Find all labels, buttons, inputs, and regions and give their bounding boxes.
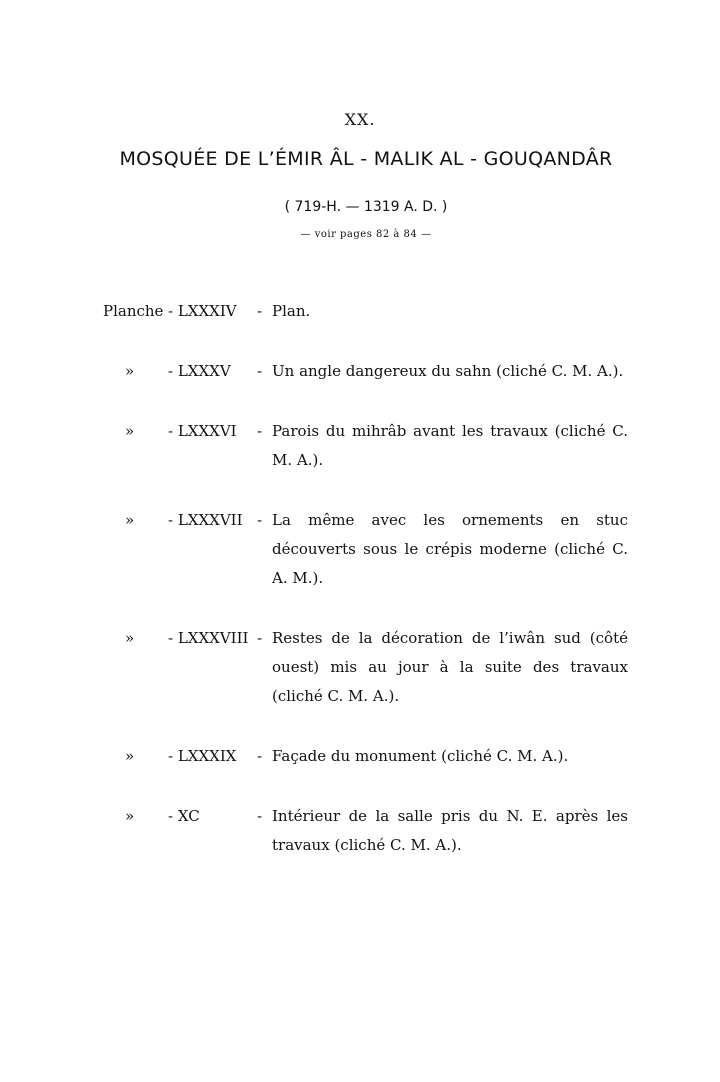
section-number: XX. <box>344 110 376 129</box>
plate-separator: - <box>257 422 263 440</box>
plate-description: Un angle dangereux du sahn (cliché C. M. A.). <box>272 362 624 380</box>
plate-row <box>0 742 720 771</box>
plate-number: - LXXXV <box>168 362 231 380</box>
plate-row <box>0 417 720 475</box>
plate-label: » <box>125 629 135 647</box>
plate-description: Façade du monument (cliché C. M. A.). <box>272 747 569 765</box>
plate-number: - LXXXVII <box>168 511 243 529</box>
plate-description: Intérieur de la salle pris du N. E. après les travaux (cliché C. M. A.). <box>272 807 628 854</box>
plate-number: - LXXXIV <box>168 302 237 320</box>
plate-separator: - <box>257 629 263 647</box>
plate-label: » <box>125 362 135 380</box>
page-title: MOSQUÉE DE L’ÉMIR ÂL - MALIK AL - GOUQANDÂR <box>119 148 613 170</box>
plate-separator: - <box>257 747 263 765</box>
plate-label: » <box>125 422 135 440</box>
plate-row <box>0 297 720 326</box>
plate-number: - LXXXVIII <box>168 629 249 647</box>
date-range: ( 719-H. — 1319 A. D. ) <box>284 199 448 215</box>
page-reference: — voir pages 82 à 84 — <box>300 229 432 240</box>
plate-description: La même avec les ornements en stuc découverts sous le crépis moderne (cliché C. A. M.). <box>272 511 628 587</box>
plate-separator: - <box>257 302 263 320</box>
plate-number: - LXXXIX <box>168 747 237 765</box>
plate-row <box>0 357 720 386</box>
plate-description: Restes de la décoration de l’iwân sud (côté ouest) mis au jour à la suite des travaux (cliché C. M. A.). <box>272 629 628 705</box>
plate-row <box>0 506 720 593</box>
plate-number: - XC <box>168 807 200 825</box>
plate-row <box>0 802 720 860</box>
plate-number: - LXXXVI <box>168 422 237 440</box>
plate-description: Plan. <box>272 302 311 320</box>
plate-list <box>0 297 720 860</box>
plate-separator: - <box>257 807 263 825</box>
plate-separator: - <box>257 511 263 529</box>
plate-label: » <box>125 747 135 765</box>
plate-label: Planche <box>103 302 164 320</box>
plate-label: » <box>125 511 135 529</box>
plate-separator: - <box>257 362 263 380</box>
plate-row <box>0 624 720 711</box>
plate-label: » <box>125 807 135 825</box>
plate-description: Parois du mihrâb avant les travaux (cliché C. M. A.). <box>272 422 628 469</box>
